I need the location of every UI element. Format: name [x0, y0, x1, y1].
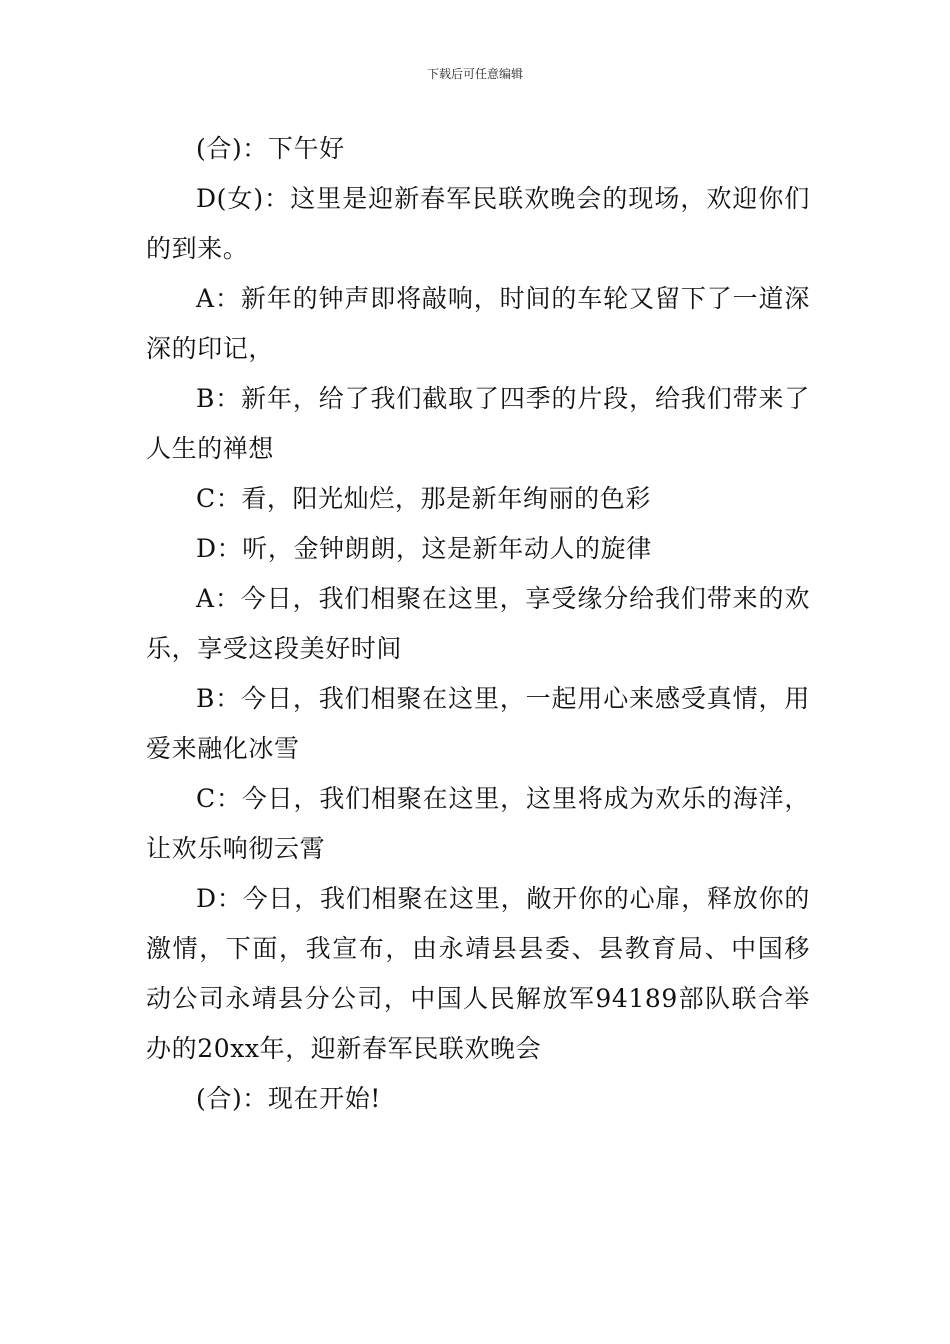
paragraph-11: (合)：现在开始!: [196, 1084, 381, 1113]
page-header-note: 下载后可任意编辑: [426, 67, 523, 81]
paragraph-2: D(女)：这里是迎新春军民联欢晚会的现场，欢迎你们的到来。: [146, 184, 810, 263]
paragraph-9: C：今日，我们相聚在这里，这里将成为欢乐的海洋，让欢乐响彻云霄: [146, 784, 810, 863]
paragraph-1: (合)：下午好: [196, 134, 345, 163]
paragraph-8: B：今日，我们相聚在这里，一起用心来感受真情，用爱来融化冰雪: [146, 684, 810, 763]
paragraph-5: C：看，阳光灿烂，那是新年绚丽的色彩: [196, 484, 651, 513]
paragraph-4: B：新年，给了我们截取了四季的片段，给我们带来了人生的禅想: [146, 384, 810, 463]
paragraph-6: D：听，金钟朗朗，这是新年动人的旋律: [196, 534, 652, 563]
paragraph-3: A：新年的钟声即将敲响，时间的车轮又留下了一道深深的印记，: [146, 284, 810, 363]
paragraph-10: D：今日，我们相聚在这里，敞开你的心扉，释放你的激情，下面，我宣布，由永靖县县委、县教育局、中国移动公司永靖县分公司，中国人民解放军94189部队联合举办的20xx年，迎新春军民联欢晚会: [146, 884, 810, 1063]
paragraph-7: A：今日，我们相聚在这里，享受缘分给我们带来的欢乐，享受这段美好时间: [146, 584, 810, 663]
document-body: [146, 124, 810, 1124]
